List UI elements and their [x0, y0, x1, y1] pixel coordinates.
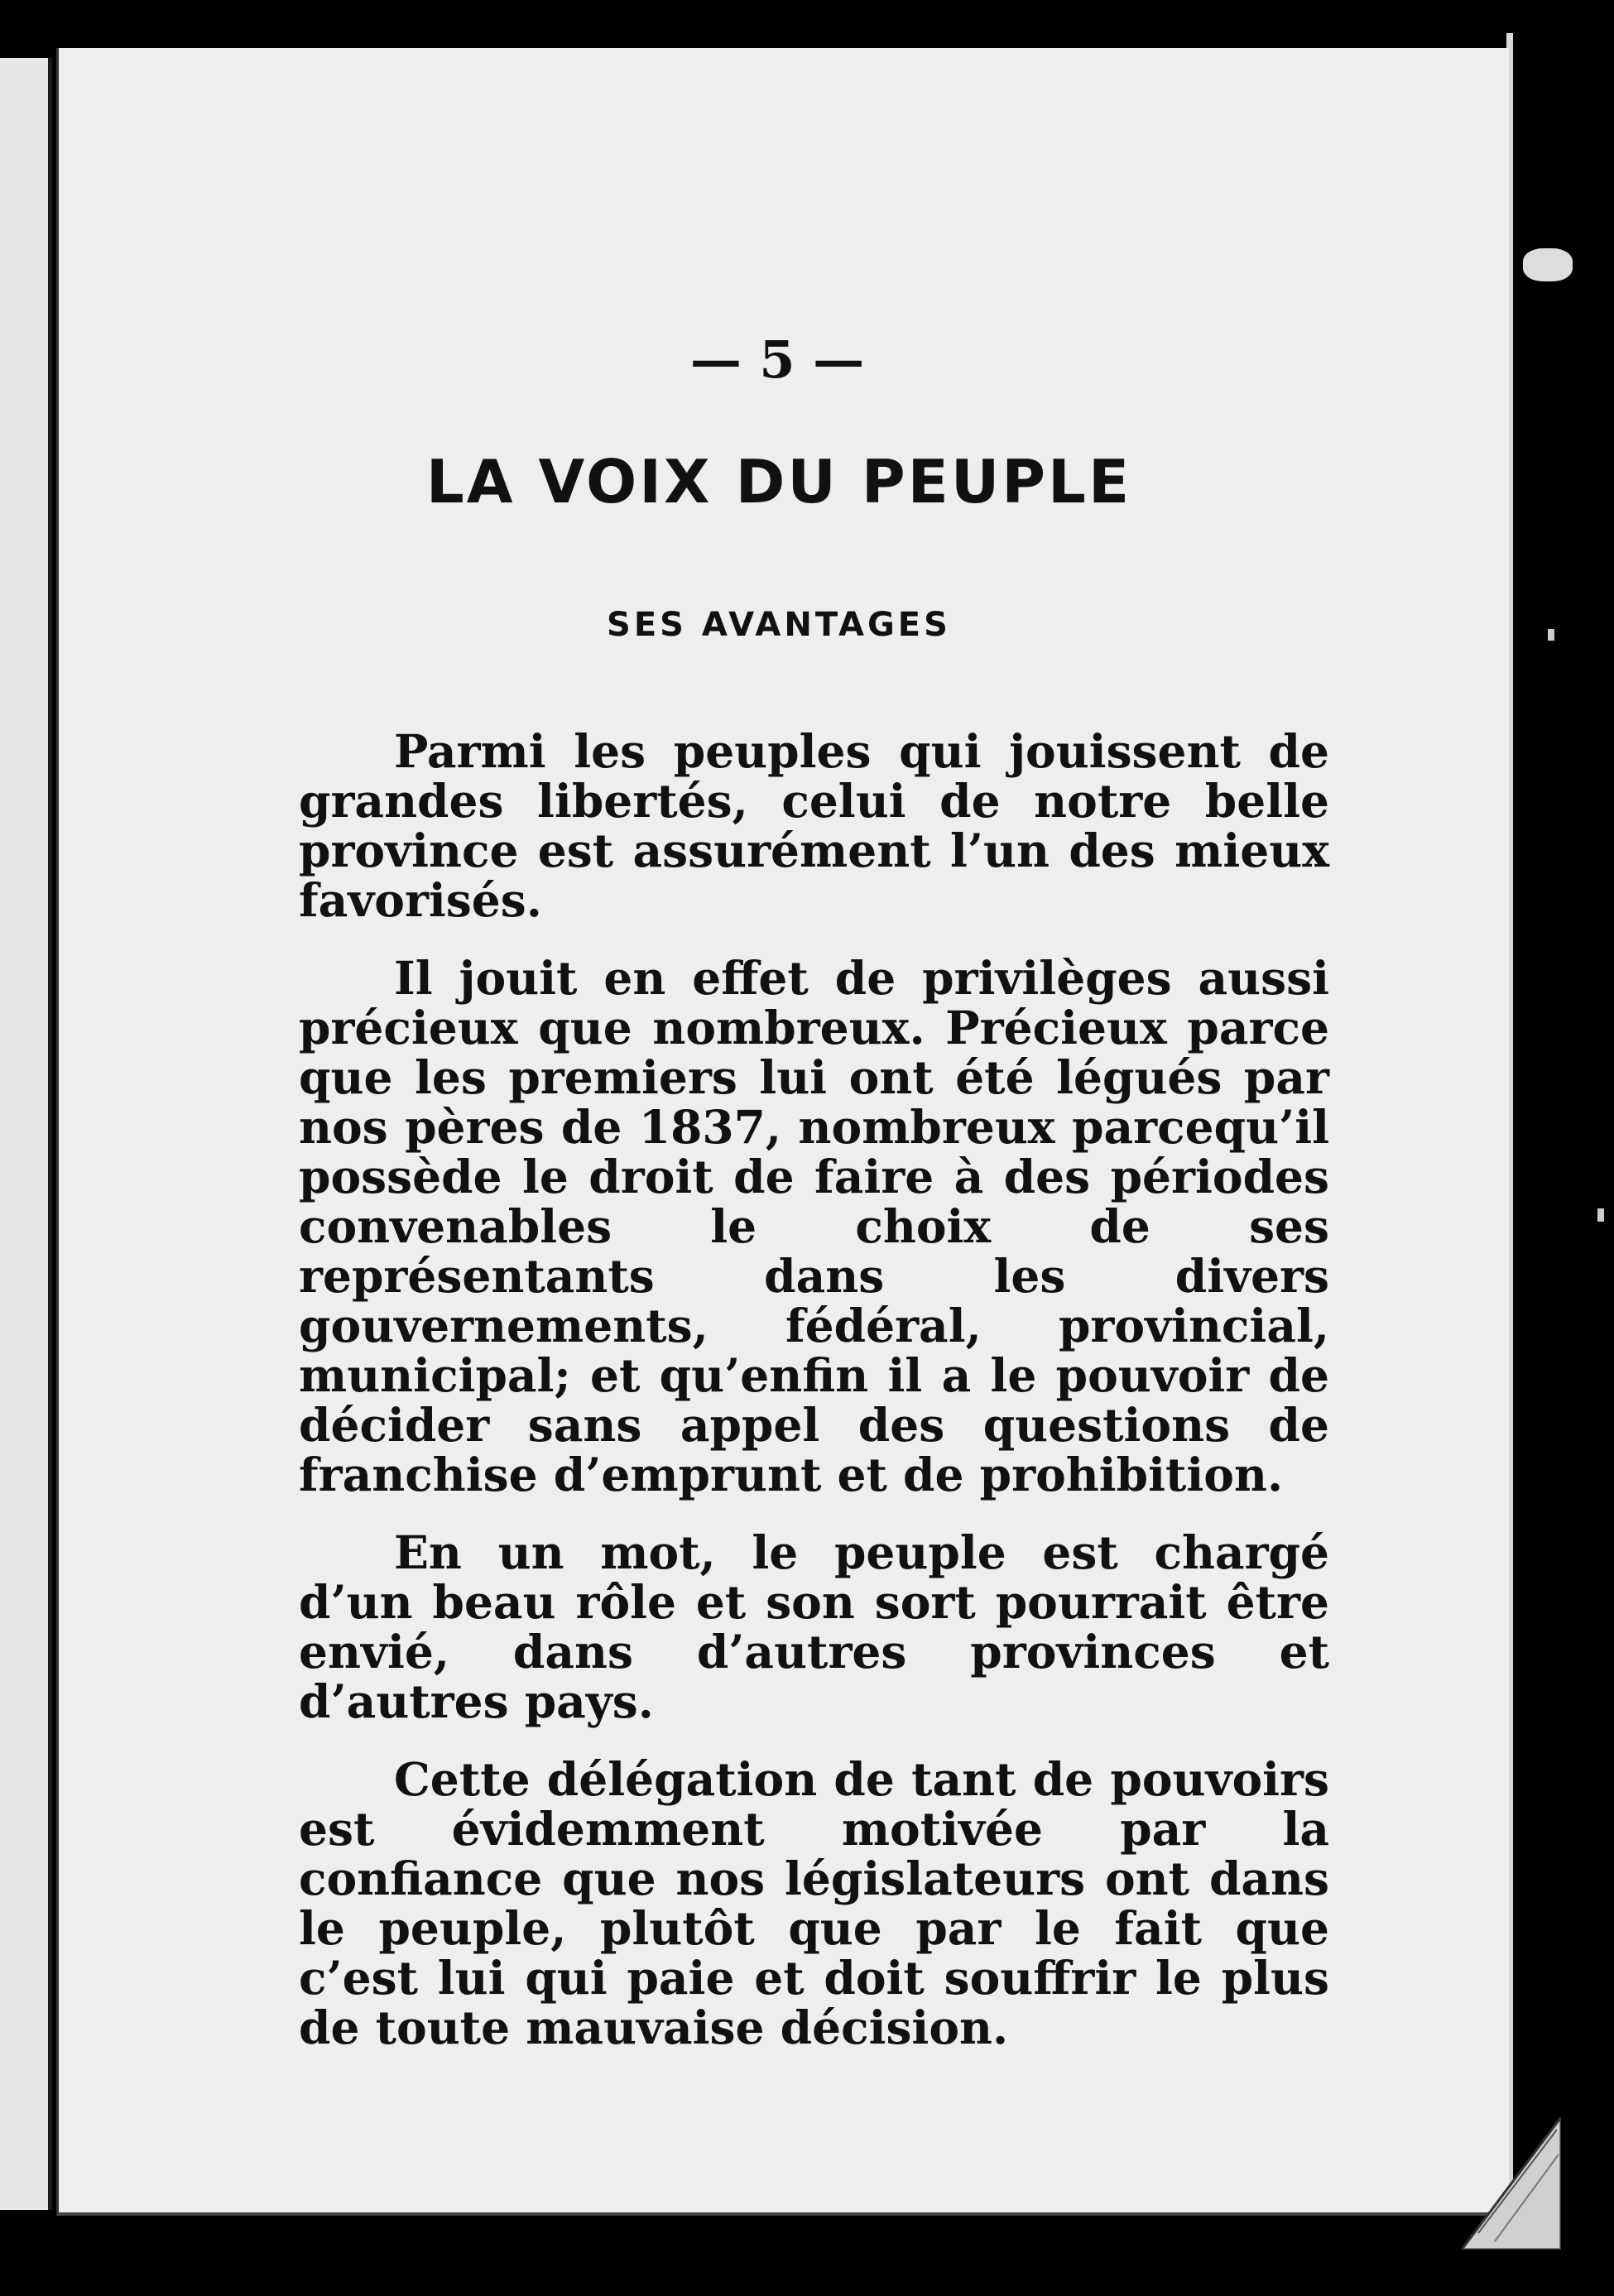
paragraph-1: Parmi les peuples qui jouissent de grandes libertés, celui de notre belle province est assurément l’un des mieux favorisés. [299, 724, 1329, 927]
page-content [59, 48, 1509, 2212]
page-title: LA VOIX DU PEUPLE [425, 447, 1132, 516]
page-number: — 5 — [689, 329, 865, 390]
paragraph-3: En un mot, le peuple est chargé d’un beau rôle et son sort pourrait être envié, dans d’autres provinces et d’autres pays. [299, 1525, 1329, 1728]
facing-page-edge [0, 58, 52, 2210]
margin-speck [1523, 248, 1573, 281]
paragraph-2: Il jouit en effet de privilèges aussi précieux que nombreux. Précieux parce que les premiers lui ont été légués par nos pères de 1837, nombreux parcequ’il possède le droit de faire à des périodes convenables le choix de ses représentants dans les divers gouvernements, fédéral, provincial, municipal; et qu’enfin il a le pouvoir de décider sans appel des questions de franchise d’emprunt et de prohibition. [299, 951, 1329, 1501]
margin-speck [1597, 1208, 1604, 1222]
body-text [299, 724, 1329, 2081]
page-subtitle: SES AVANTAGES [607, 606, 951, 644]
margin-speck [1548, 629, 1554, 641]
paragraph-4: Cette délégation de tant de pouvoirs est évidemment motivée par la confiance que nos législateurs ont dans le peuple, plutôt que par le fait que c’est lui qui paie et doit souffrir le plus de toute mauvaise décision. [299, 1752, 1329, 2054]
page-corner-fold [1462, 2117, 1561, 2250]
book-page [56, 48, 1509, 2216]
